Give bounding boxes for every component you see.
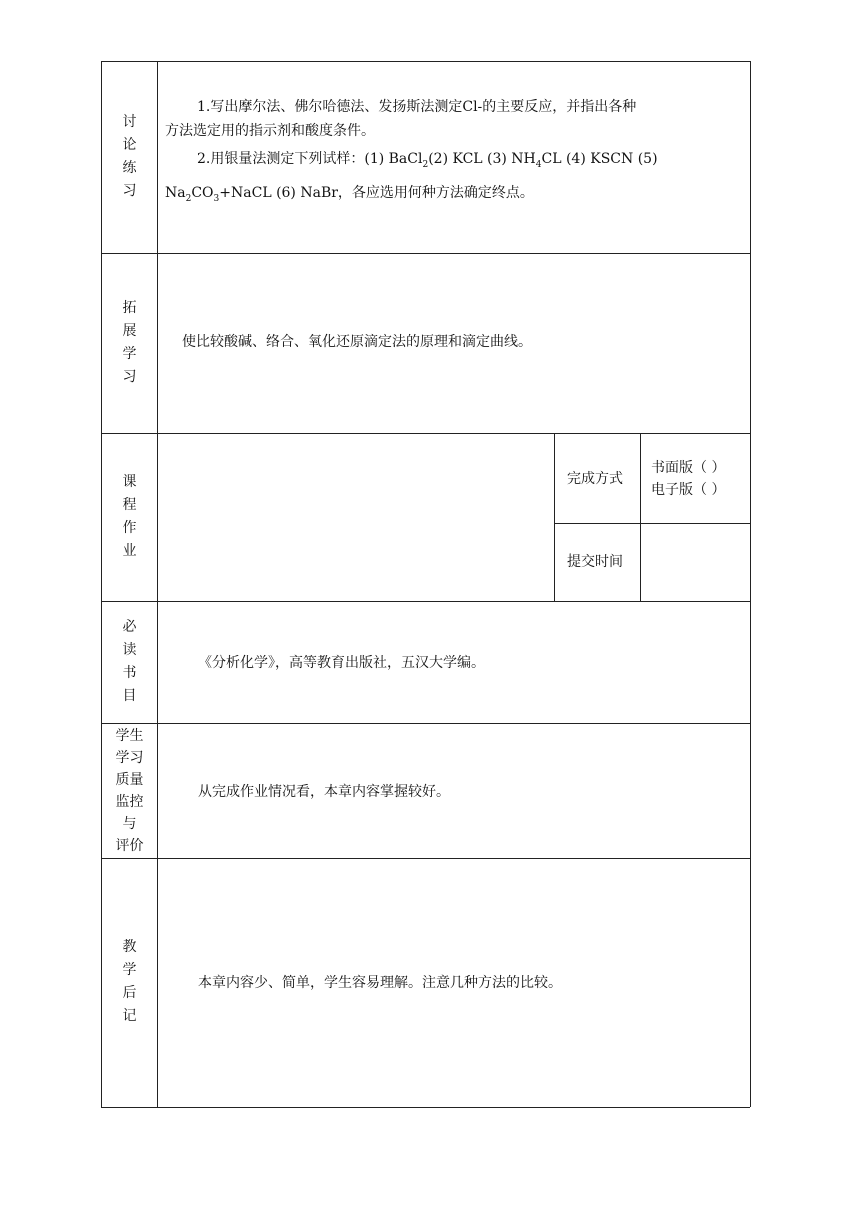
question-2-line-1	[165, 147, 658, 177]
evaluation-text: 从完成作业情况看，本章内容掌握较好。	[198, 784, 450, 800]
label-char: 拓	[122, 300, 137, 316]
label-char: 学生	[115, 727, 144, 744]
postscript-text: 本章内容少、简单，学生容易理解。注意几种方法的比较。	[198, 975, 562, 991]
extension-text: 使比较酸碱、络合、氧化还原滴定法的原理和滴定曲线。	[182, 334, 532, 350]
label-char: 必	[122, 619, 137, 635]
subscript: 2	[422, 159, 429, 170]
label-char: 展	[122, 323, 137, 339]
label-char: 论	[122, 137, 137, 153]
homework-divider-h	[554, 523, 750, 524]
table-border-right	[750, 61, 751, 1107]
label-char: 目	[122, 688, 137, 704]
question-1-line-2: 方法选定用的指示剂和酸度条件。	[165, 123, 375, 139]
label-extension	[102, 253, 157, 433]
label-char: 读	[122, 642, 137, 658]
discussion-content	[165, 95, 658, 211]
label-char: 记	[122, 1008, 137, 1024]
label-char: 课	[122, 474, 137, 490]
label-homework	[102, 433, 157, 601]
reading-text: 《分析化学》，高等教育出版社，五汉大学编。	[198, 655, 485, 671]
label-char: 学	[122, 962, 137, 978]
q2-text-e: CO	[191, 184, 214, 201]
label-char: 后	[122, 985, 137, 1001]
electronic-version-option[interactable]: 电子版（ ）	[651, 482, 726, 498]
label-char: 讨	[122, 114, 137, 130]
label-reading	[102, 601, 157, 723]
label-char: 质量	[115, 771, 144, 788]
q2-text-d: Na	[165, 184, 186, 201]
label-char: 学习	[115, 749, 144, 766]
subscript: 4	[535, 159, 542, 170]
label-char: 习	[122, 183, 137, 199]
homework-divider-1	[554, 433, 555, 601]
q2-text-b: (2) KCL (3) NH	[428, 151, 536, 167]
label-char: 评价	[115, 837, 144, 854]
q2-text-a: 2.用银量法测定下列试样：(1) BaCl	[197, 151, 423, 167]
label-char: 监控	[115, 793, 144, 810]
label-char: 练	[122, 160, 137, 176]
label-char: 业	[122, 543, 137, 559]
label-char: 程	[122, 497, 137, 513]
label-char: 学	[122, 346, 137, 362]
q2-text-c: CL (4) KSCN (5)	[541, 151, 658, 167]
label-char: 与	[122, 815, 137, 832]
label-char: 教	[122, 939, 137, 955]
label-char: 书	[122, 665, 137, 681]
label-discussion	[102, 61, 157, 253]
question-1-line-1: 1.写出摩尔法、佛尔哈德法、发扬斯法测定Cl-的主要反应，并指出各种	[197, 99, 637, 115]
label-postscript	[102, 858, 157, 1106]
paper-version-option[interactable]: 书面版（ ）	[651, 460, 726, 476]
homework-divider-2	[640, 433, 641, 601]
question-2-line-2	[165, 181, 658, 211]
label-evaluation	[102, 723, 157, 858]
label-char: 作	[122, 520, 137, 536]
label-char: 习	[122, 369, 137, 385]
submit-time-label: 提交时间	[567, 554, 623, 570]
subscript: 3	[213, 193, 220, 204]
subscript: 2	[185, 193, 192, 204]
completion-method-label: 完成方式	[567, 471, 623, 487]
q2-text-f: +NaCL (6) NaBr，各应选用何种方法确定终点。	[219, 184, 534, 201]
